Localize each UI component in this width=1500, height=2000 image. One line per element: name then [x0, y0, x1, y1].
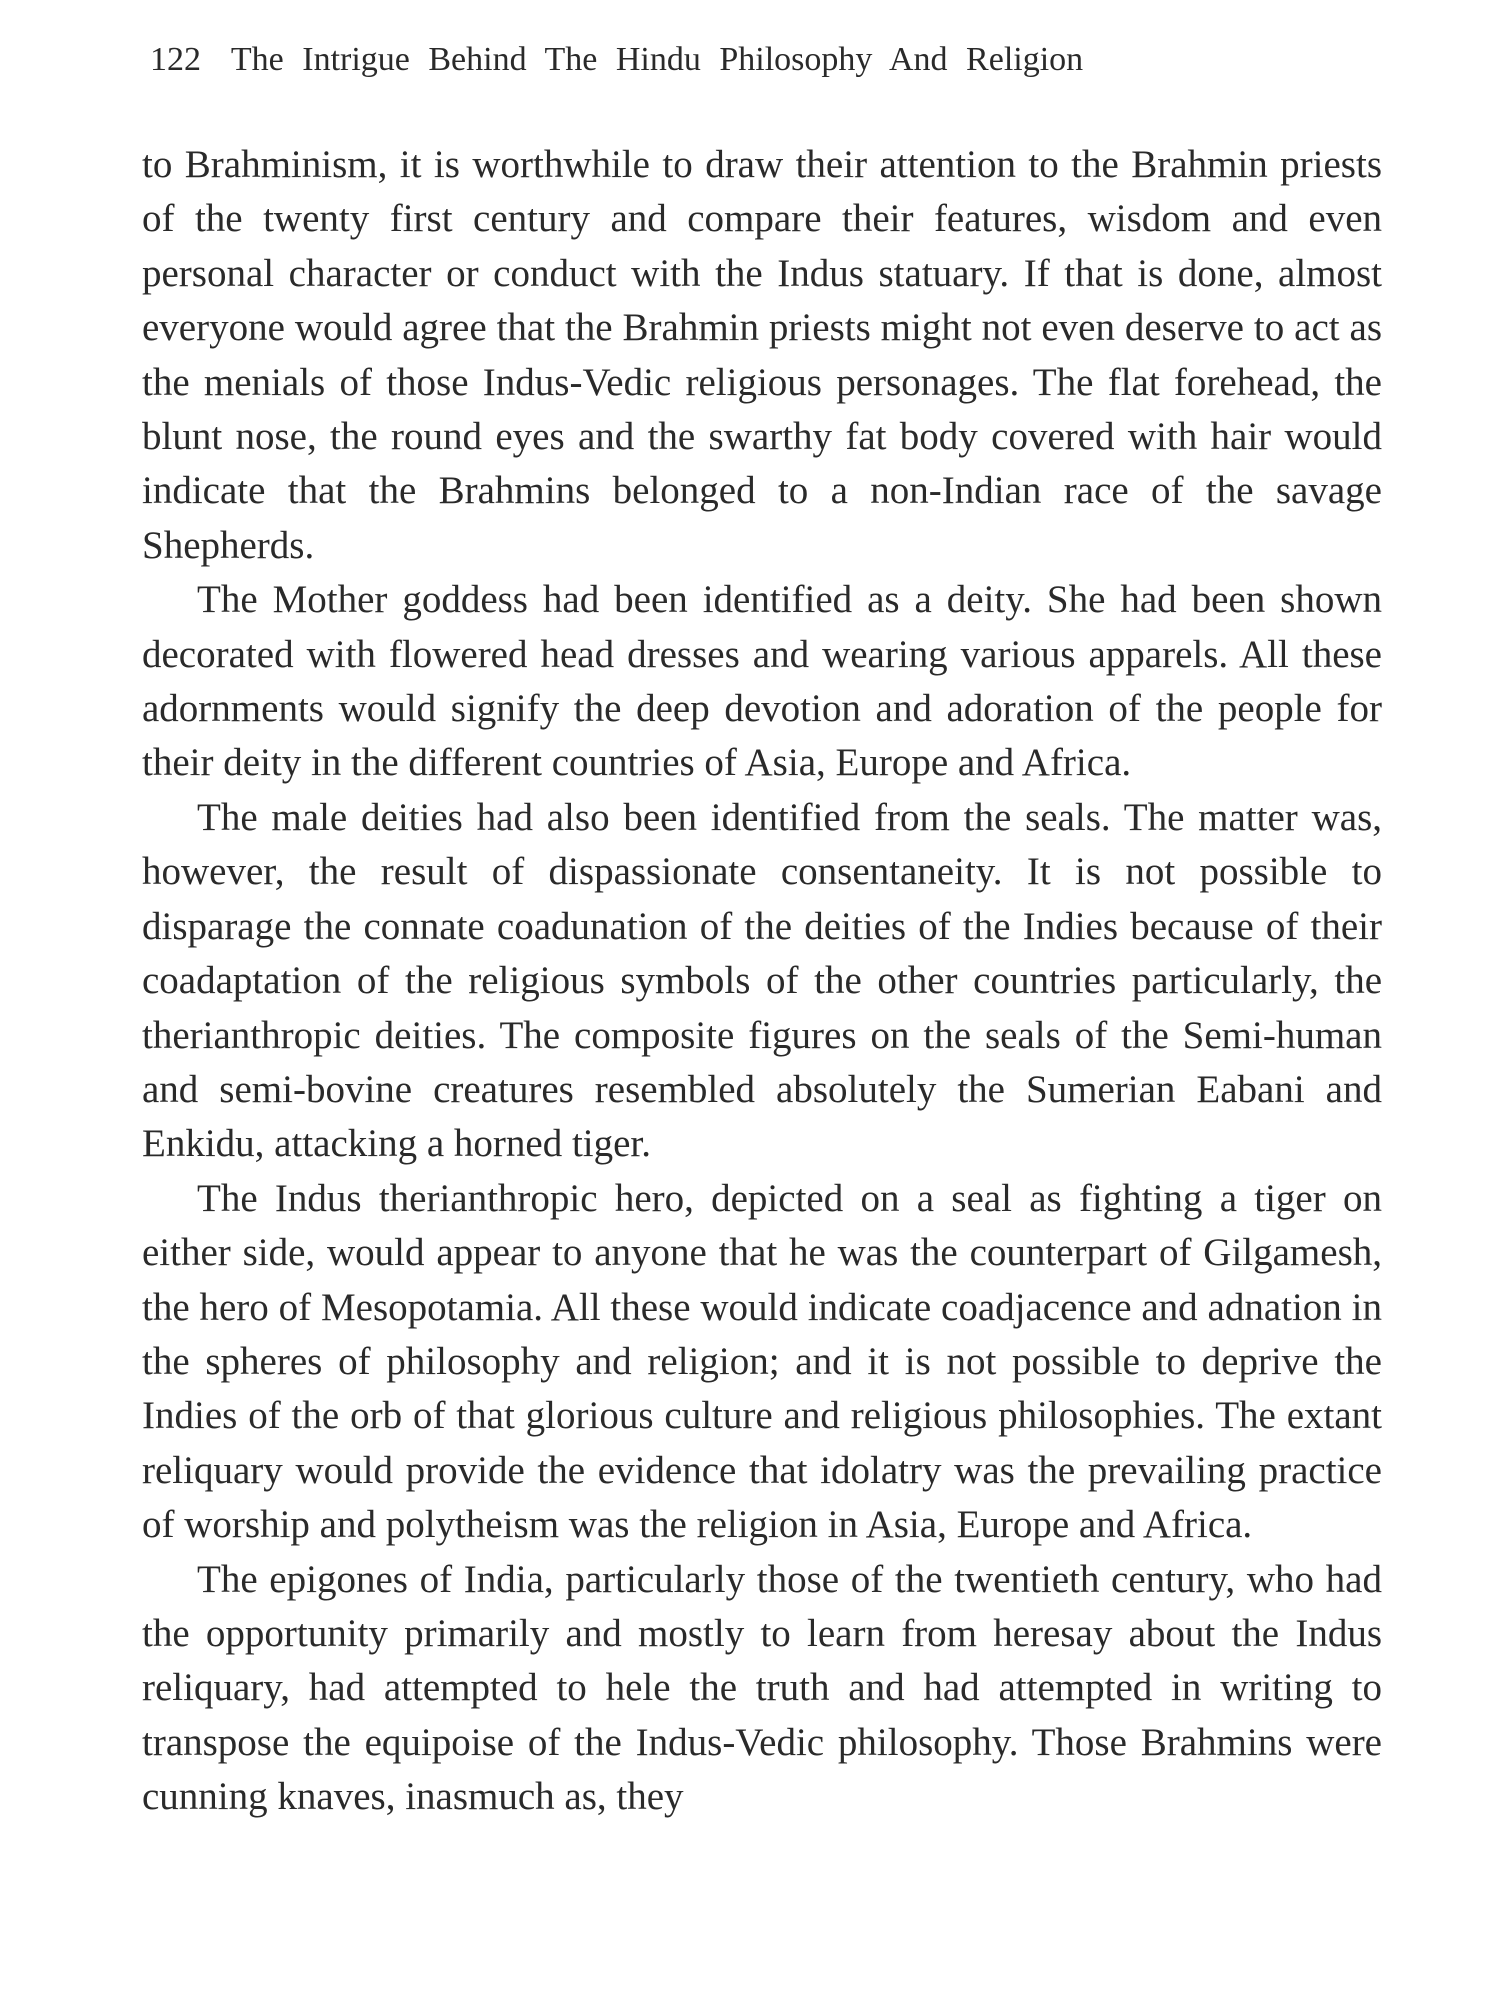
- page-number: 122: [150, 41, 201, 78]
- paragraph: The Indus therianthropic hero, depicted on a seal as fighting a tiger on either side, would appear to anyone that he was the counterpart of Gilgamesh, the hero of Mesopotamia. All these would indicate coadjacence and adnation in the spheres of philosophy and religion; and it is not possible to deprive the Indies of the orb of that glorious culture and religious philosophies. The extant reliquary would provide the evidence that idolatry was the prevailing practice of worship and polytheism was the religion in Asia, Europe and Africa.: [142, 1176, 1382, 1547]
- running-head: [150, 38, 1300, 82]
- body-text: [142, 138, 1382, 1825]
- paragraph: The male deities had also been identified from the seals. The matter was, however, the result of dispassionate consentaneity. It is not possible to disparage the connate coadunation of the deities of the Indies because of their coadaptation of the religious symbols of the other countries particularly, the therianthropic deities. The composite figures on the seals of the Semi-human and semi-bovine creatures resembled absolutely the Sumerian Eabani and Enkidu, attacking a horned tiger.: [142, 795, 1382, 1166]
- paragraph-continued: to Brahminism, it is worthwhile to draw their attention to the Brahmin priests of the twenty first century and compare their features, wisdom and even personal character or conduct with the Indus statuary. If that is done, almost everyone would agree that the Brahmin priests might not even deserve to act as the menials of those Indus-Vedic religious personages. The flat forehead, the blunt nose, the round eyes and the swarthy fat body covered with hair would indicate that the Brahmins belonged to a non-Indian race of the savage Shepherds.: [142, 143, 1382, 567]
- book-title: The Intrigue Behind The Hindu Philosophy And Religion: [230, 41, 1084, 78]
- paragraph: The epigones of India, particularly those of the twentieth century, who had the opportunity primarily and mostly to learn from heresay about the Indus reliquary, had attempted to hele the truth and had attempted in writing to transpose the equipoise of the Indus-Vedic philosophy. Those Brahmins were cunning knaves, inasmuch as, they: [142, 1557, 1382, 1819]
- paragraph: The Mother goddess had been identified as a deity. She had been shown decorated with flowered head dresses and wearing various apparels. All these adornments would signify the deep devotion and adoration of the people for their deity in the different countries of Asia, Europe and Africa.: [142, 578, 1382, 785]
